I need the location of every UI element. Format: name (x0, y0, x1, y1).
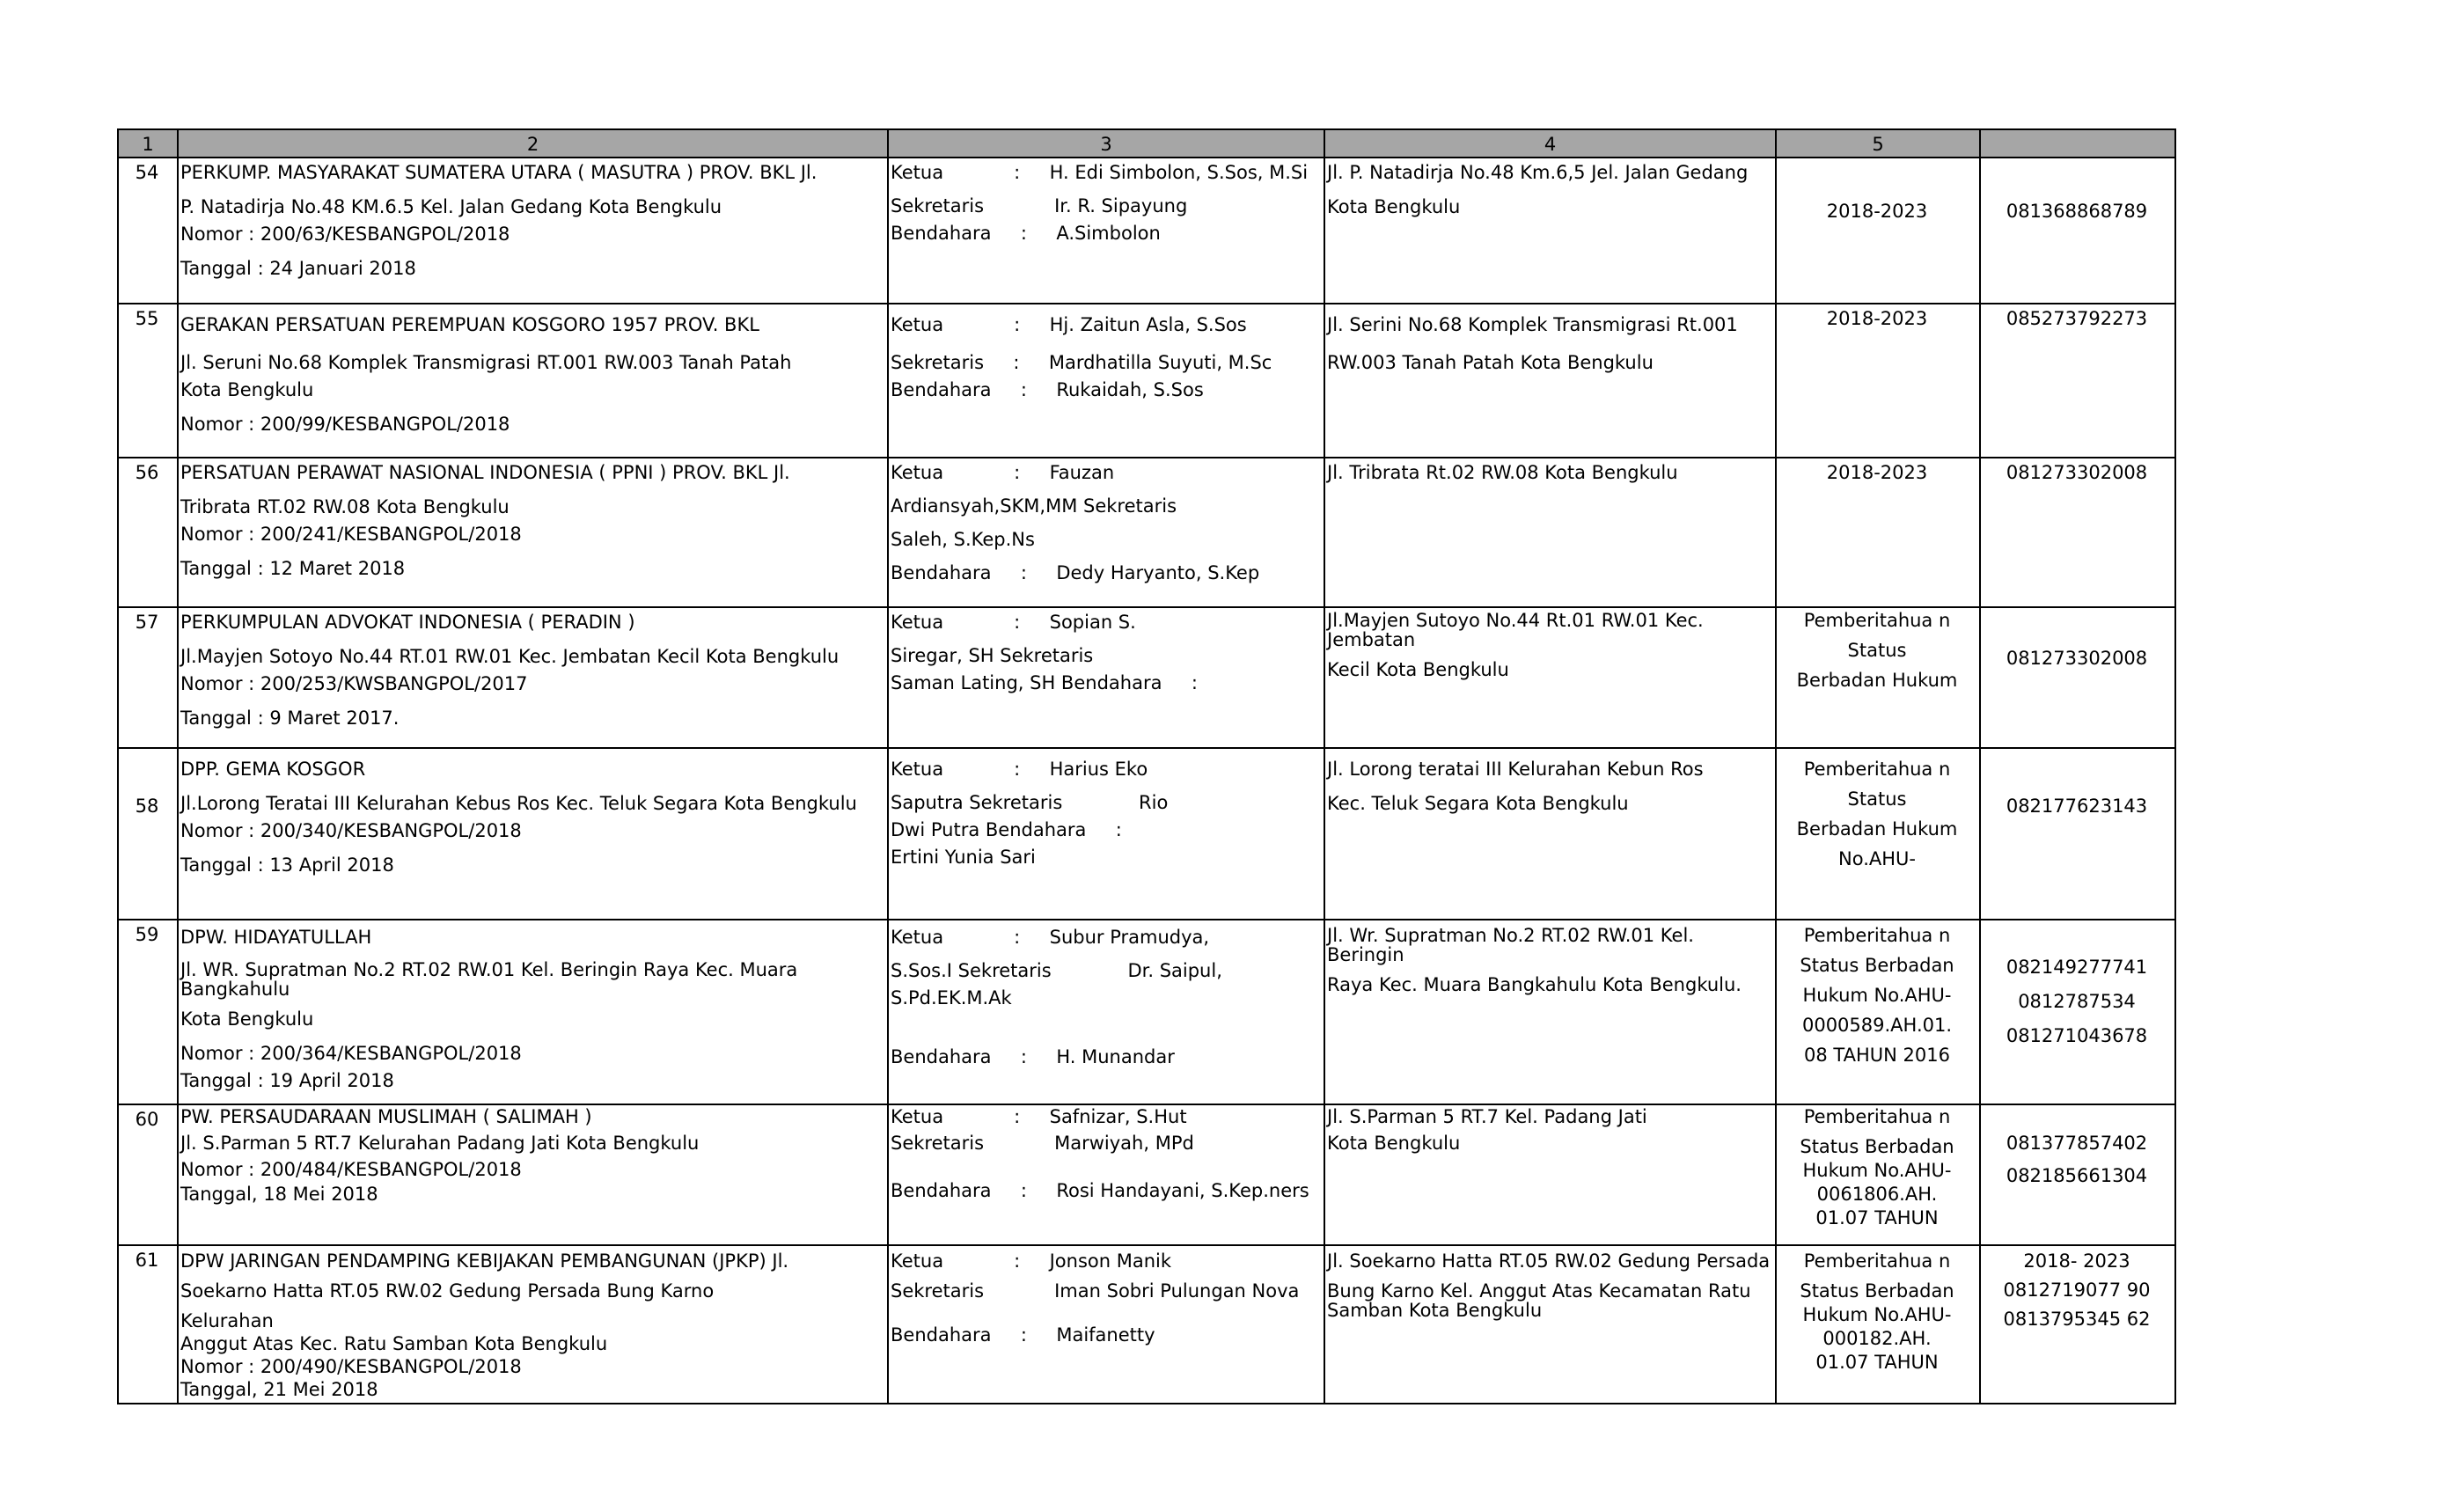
status-line: 0000589.AH.01. (1801, 1015, 1953, 1037)
status-line: 0061806.AH. (1816, 1183, 1938, 1205)
phone-line: 0812719077 90 (2003, 1279, 2151, 1301)
address-line: Jl. Lorong teratai III Kelurahan Kebun Ros (1327, 759, 1704, 780)
org-line: Soekarno Hatta RT.05 RW.02 Gedung Persada Bung Karno (180, 1280, 715, 1302)
officer-line: Ketua : Subur Pramudya, (891, 927, 1210, 948)
org-line: Kota Bengkulu (180, 1008, 314, 1030)
address-line: Kecil Kota Bengkulu (1327, 659, 1509, 681)
phone-line: 081377857402 (2006, 1132, 2148, 1154)
officer-line: Ardiansyah,SKM,MM Sekretaris (891, 495, 1177, 517)
phone-cell (1980, 920, 2175, 1104)
status-line: Pemberitahua n (1803, 610, 1951, 631)
officer-line: Ketua : Hj. Zaitun Asla, S.Sos (891, 314, 1247, 335)
address-line: Kota Bengkulu (1327, 195, 1461, 217)
org-line: Anggut Atas Kec. Ratu Samban Kota Bengkulu (180, 1332, 608, 1354)
column-header-6 (1980, 129, 2175, 158)
officer-line: Bendahara : Maifanetty (891, 1324, 1155, 1346)
officers-cell (888, 458, 1324, 607)
organization-cell (178, 1245, 888, 1404)
officer-line: Ketua : Safnizar, S.Hut (891, 1105, 1187, 1127)
officer-line: Bendahara : Rukaidah, S.Sos (891, 378, 1204, 400)
org-line: DPW JARINGAN PENDAMPING KEBIJAKAN PEMBANGUNAN (JPKP) Jl. (180, 1250, 789, 1272)
column-header-3: 3 (888, 129, 1324, 158)
org-line: Jl.Lorong Teratai III Kelurahan Kebus Ros Kec. Teluk Segara Kota Bengkulu (180, 792, 857, 814)
status-line: Status Berbadan (1800, 1280, 1954, 1302)
status-line: Berbadan Hukum (1796, 670, 1958, 692)
status-line: Status (1847, 640, 1907, 662)
address-line: Jl. P. Natadirja No.48 Km.6,5 Jel. Jalan Gedang (1327, 162, 1749, 183)
status-line: 01.07 TAHUN (1815, 1206, 1939, 1228)
status-line: Pemberitahua n (1803, 1250, 1951, 1272)
status-line: Pemberitahua n (1803, 925, 1951, 946)
officers-cell (888, 304, 1324, 458)
table-row (118, 458, 2175, 607)
officer-line: Ketua : H. Edi Simbolon, S.Sos, M.Si (891, 162, 1309, 183)
status-line: Hukum No.AHU- (1802, 1303, 1952, 1325)
address-line: Bung Karno Kel. Anggut Atas Kecamatan Ratu Samban Kota Bengkulu (1327, 1280, 1751, 1321)
status-line: 01.07 TAHUN (1815, 1351, 1939, 1373)
period-line: 2018-2023 (1826, 308, 1928, 329)
org-line: Tanggal : 24 Januari 2018 (180, 257, 416, 279)
header-row (118, 129, 2175, 158)
officers-cell (888, 607, 1324, 748)
org-line: PERKUMP. MASYARAKAT SUMATERA UTARA ( MASUTRA ) PROV. BKL Jl. (180, 162, 818, 183)
status-line: Berbadan Hukum (1796, 818, 1958, 840)
org-line: Jl.Mayjen Sotoyo No.44 RT.01 RW.01 Kec. Jembatan Kecil Kota Bengkulu (180, 645, 840, 667)
org-line: Kelurahan (180, 1309, 274, 1331)
address-line: RW.003 Tanah Patah Kota Bengkulu (1327, 351, 1654, 373)
status-line: Status Berbadan (1800, 1135, 1954, 1157)
address-line: Kec. Teluk Segara Kota Bengkulu (1327, 792, 1629, 814)
period-cell (1776, 158, 1980, 304)
status-line: Hukum No.AHU- (1802, 985, 1952, 1007)
phone-line: 081271043678 (2006, 1024, 2148, 1046)
organization-cell (178, 607, 888, 748)
officer-line: Dwi Putra Bendahara : (891, 818, 1122, 840)
officers-cell (888, 748, 1324, 920)
row-number: 61 (118, 1245, 178, 1404)
org-line: Tanggal : 13 April 2018 (180, 854, 394, 876)
phone-line: 081273302008 (2006, 648, 2148, 669)
table-row (118, 1104, 2175, 1245)
column-header-1: 1 (118, 129, 178, 158)
phone-line: 085273792273 (2006, 308, 2148, 329)
address-line: Jl. Soekarno Hatta RT.05 RW.02 Gedung Persada (1327, 1250, 1771, 1272)
address-line: Jl.Mayjen Sutoyo No.44 Rt.01 RW.01 Kec. Jembatan (1327, 610, 1704, 651)
org-line: Nomor : 200/364/KESBANGPOL/2018 (180, 1042, 522, 1064)
address-cell (1324, 748, 1776, 920)
officers-cell (888, 158, 1324, 304)
address-cell (1324, 458, 1776, 607)
period-cell (1776, 304, 1980, 458)
org-line: DPP. GEMA KOSGOR (180, 759, 366, 780)
address-cell (1324, 1245, 1776, 1404)
status-line: Pemberitahua n (1803, 759, 1951, 780)
table-row (118, 748, 2175, 920)
officer-line: Bendahara : H. Munandar (891, 1045, 1175, 1067)
legal-status-cell (1776, 748, 1980, 920)
table-row (118, 158, 2175, 304)
officer-line: Ketua : Harius Eko (891, 759, 1148, 780)
org-line: PERSATUAN PERAWAT NASIONAL INDONESIA ( PPNI ) PROV. BKL Jl. (180, 462, 790, 483)
table-row (118, 304, 2175, 458)
org-line: Jl. Seruni No.68 Komplek Transmigrasi RT.001 RW.003 Tanah Patah (180, 351, 792, 373)
org-line: Kota Bengkulu (180, 378, 314, 400)
org-line: Tanggal : 19 April 2018 (180, 1069, 394, 1091)
officer-line: Saman Lating, SH Bendahara : (891, 671, 1198, 693)
phone-cell (1980, 158, 2175, 304)
status-line: No.AHU- (1838, 848, 1916, 870)
status-line: Status (1847, 788, 1907, 810)
phone-cell (1980, 607, 2175, 748)
column-header-5: 5 (1776, 129, 1980, 158)
org-line: Nomor : 200/241/KESBANGPOL/2018 (180, 523, 522, 545)
address-line: Raya Kec. Muara Bangkahulu Kota Bengkulu. (1327, 974, 1742, 996)
row-number: 55 (118, 304, 178, 458)
legal-status-cell (1776, 1104, 1980, 1245)
column-header-4: 4 (1324, 129, 1776, 158)
status-line: 000182.AH. (1822, 1327, 1932, 1349)
org-line: Jl. S.Parman 5 RT.7 Kelurahan Padang Jati Kota Bengkulu (180, 1132, 700, 1154)
address-line: Jl. Tribrata Rt.02 RW.08 Kota Bengkulu (1327, 462, 1678, 483)
org-line: PW. PERSAUDARAAN MUSLIMAH ( SALIMAH ) (180, 1105, 592, 1127)
address-cell (1324, 1104, 1776, 1245)
officer-line: Ketua : Jonson Manik (891, 1250, 1172, 1272)
officer-line: Sekretaris Iman Sobri Pulungan Nova (891, 1280, 1300, 1302)
phone-line: 081273302008 (2006, 462, 2148, 483)
address-line: Jl. Serini No.68 Komplek Transmigrasi Rt.001 (1327, 314, 1738, 335)
org-line: Jl. WR. Supratman No.2 RT.02 RW.01 Kel. Beringin Raya Kec. Muara Bangkahulu (180, 958, 798, 1000)
officers-cell (888, 1104, 1324, 1245)
officers-cell (888, 920, 1324, 1104)
org-line: Tanggal, 21 Mei 2018 (180, 1378, 378, 1400)
phone-cell (1980, 1245, 2175, 1404)
address-line: Jl. Wr. Supratman No.2 RT.02 RW.01 Kel. Beringin (1327, 925, 1694, 966)
phone-cell (1980, 304, 2175, 458)
org-line: Tanggal : 12 Maret 2018 (180, 557, 406, 579)
table-row (118, 920, 2175, 1104)
org-line: Nomor : 200/340/KESBANGPOL/2018 (180, 819, 522, 841)
officer-line: Ertini Yunia Sari (891, 846, 1036, 868)
officer-line: Saleh, S.Kep.Ns (891, 528, 1035, 550)
legal-status-cell (1776, 1245, 1980, 1404)
officer-line: Sekretaris Ir. R. Sipayung (891, 194, 1188, 216)
row-number: 59 (118, 920, 178, 1104)
row-number: 56 (118, 458, 178, 607)
table-row (118, 1245, 2175, 1404)
officer-line: Saputra Sekretaris Rio (891, 791, 1169, 813)
status-line: 08 TAHUN 2016 (1804, 1045, 1950, 1067)
officer-line: Ketua : Sopian S. (891, 612, 1136, 633)
phone-line: 082149277741 (2006, 957, 2148, 978)
organization-cell (178, 304, 888, 458)
org-line: PERKUMPULAN ADVOKAT INDONESIA ( PERADIN ) (180, 612, 635, 633)
phone-cell (1980, 1104, 2175, 1245)
address-line: Jl. S.Parman 5 RT.7 Kel. Padang Jati (1327, 1105, 1647, 1127)
officers-cell (888, 1245, 1324, 1404)
org-line: P. Natadirja No.48 KM.6.5 Kel. Jalan Gedang Kota Bengkulu (180, 195, 722, 217)
period-line: 2018-2023 (1826, 462, 1928, 483)
address-cell (1324, 158, 1776, 304)
org-line: Tanggal : 9 Maret 2017. (180, 707, 400, 729)
organization-cell (178, 920, 888, 1104)
org-line: Tribrata RT.02 RW.08 Kota Bengkulu (180, 495, 510, 517)
phone-cell (1980, 458, 2175, 607)
phone-line: 0812787534 (2018, 990, 2136, 1012)
status-line: Status Berbadan (1800, 955, 1954, 977)
officer-line: Bendahara : Dedy Haryanto, S.Kep (891, 561, 1260, 583)
legal-status-cell (1776, 607, 1980, 748)
period-line: 2018-2023 (1826, 201, 1928, 222)
officer-line: Bendahara : A.Simbolon (891, 222, 1161, 244)
row-number: 57 (118, 607, 178, 748)
org-line: Nomor : 200/253/KWSBANGPOL/2017 (180, 672, 528, 694)
period-cell (1776, 458, 1980, 607)
status-line: Pemberitahua n (1803, 1105, 1951, 1127)
officer-line: Sekretaris : Mardhatilla Suyuti, M.Sc (891, 351, 1272, 373)
column-header-2: 2 (178, 129, 888, 158)
phone-line: 0813795345 62 (2003, 1308, 2151, 1330)
org-line: Nomor : 200/490/KESBANGPOL/2018 (180, 1355, 522, 1377)
org-line: Tanggal, 18 Mei 2018 (180, 1183, 378, 1205)
organization-cell (178, 458, 888, 607)
officer-line: S.Sos.I Sekretaris Dr. Saipul, (891, 959, 1222, 981)
phone-line: 081368868789 (2006, 201, 2148, 222)
officer-line: Sekretaris Marwiyah, MPd (891, 1132, 1194, 1154)
org-line: Nomor : 200/63/KESBANGPOL/2018 (180, 223, 510, 245)
officer-line: Siregar, SH Sekretaris (891, 644, 1094, 666)
row-number: 58 (118, 748, 178, 920)
phone-line: 082185661304 (2006, 1165, 2148, 1187)
org-line: Nomor : 200/99/KESBANGPOL/2018 (180, 413, 510, 435)
org-line: DPW. HIDAYATULLAH (180, 927, 372, 948)
status-line: Hukum No.AHU- (1802, 1159, 1952, 1181)
address-cell (1324, 304, 1776, 458)
organization-cell (178, 748, 888, 920)
officer-line: S.Pd.EK.M.Ak (891, 986, 1012, 1008)
legal-status-cell (1776, 920, 1980, 1104)
organization-cell (178, 1104, 888, 1245)
phone-cell (1980, 748, 2175, 920)
organization-registry-table (117, 128, 2176, 1404)
phone-line: 082177623143 (2006, 796, 2148, 817)
row-number: 60 (118, 1104, 178, 1245)
address-line: Kota Bengkulu (1327, 1132, 1461, 1154)
address-cell (1324, 920, 1776, 1104)
row-number: 54 (118, 158, 178, 304)
org-line: Nomor : 200/484/KESBANGPOL/2018 (180, 1158, 522, 1180)
organization-cell (178, 158, 888, 304)
officer-line: Bendahara : Rosi Handayani, S.Kep.ners (891, 1179, 1309, 1201)
phone-line: 2018- 2023 (2023, 1250, 2130, 1272)
address-cell (1324, 607, 1776, 748)
table-row (118, 607, 2175, 748)
org-line: GERAKAN PERSATUAN PEREMPUAN KOSGORO 1957 PROV. BKL (180, 314, 759, 335)
officer-line: Ketua : Fauzan (891, 462, 1115, 483)
